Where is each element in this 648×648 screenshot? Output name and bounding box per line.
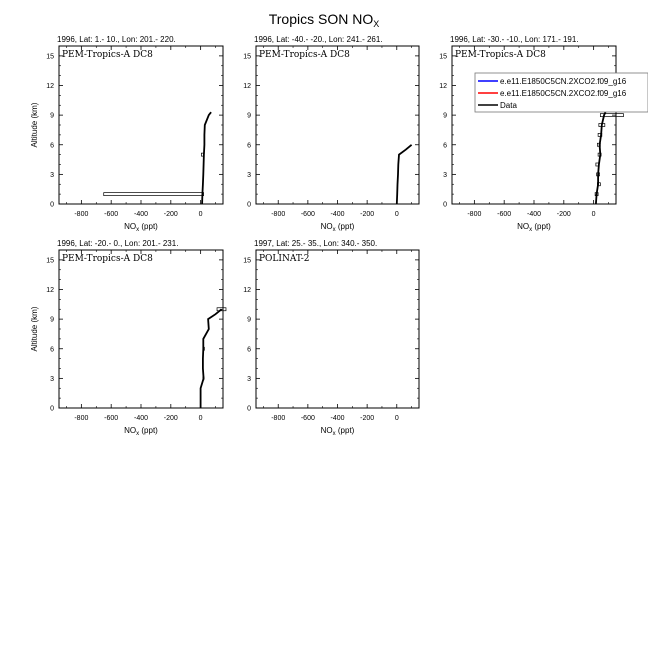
y-tick-label: 3 <box>247 171 251 179</box>
x-tick-label: -600 <box>497 211 512 218</box>
plot-frame <box>256 46 419 204</box>
panel-3 <box>439 35 623 233</box>
x-tick-label: -400 <box>330 415 345 422</box>
x-tick-label: -600 <box>104 415 119 422</box>
legend-entry-label: e.e11.E1850C5CN.2XCO2.f09_g16 <box>500 77 627 86</box>
x-axis-label-main: NO <box>124 222 137 231</box>
figure-title-subscript: X <box>373 19 380 29</box>
series-line-data <box>202 112 211 204</box>
x-tick-label: 0 <box>591 211 596 218</box>
x-axis-label-main: NO <box>320 426 333 435</box>
y-tick-label: 3 <box>247 375 251 383</box>
x-tick-label: -800 <box>271 211 286 218</box>
x-axis-label-main: NO <box>517 222 530 231</box>
y-tick-label: 15 <box>243 53 251 61</box>
legend-entry-label: e.e11.E1850C5CN.2XCO2.f09_g16 <box>500 89 627 98</box>
x-tick-label: -200 <box>556 211 571 218</box>
figure-title-main: Tropics SON NO <box>268 11 374 27</box>
x-tick-label: -800 <box>467 211 482 218</box>
y-tick-label: 0 <box>50 201 54 209</box>
panel-header: 1997, Lat: 25.- 35., Lon: 340.- 350. <box>254 239 378 248</box>
y-tick-label: 6 <box>443 142 447 150</box>
y-tick-label: 15 <box>243 257 251 265</box>
x-axis-label-unit: (ppt) <box>335 222 355 231</box>
y-tick-label: 6 <box>247 142 251 150</box>
legend <box>475 73 648 112</box>
y-tick-label: 9 <box>247 316 251 324</box>
y-tick-label: 3 <box>443 171 447 179</box>
legend-entry-label: Data <box>500 101 517 110</box>
panel-5 <box>243 239 419 437</box>
y-tick-label: 12 <box>439 83 447 90</box>
y-tick-label: 6 <box>50 142 54 150</box>
y-tick-label: 6 <box>247 346 251 354</box>
y-tick-label: 9 <box>247 112 251 120</box>
x-axis-label-unit: (ppt) <box>532 222 551 231</box>
x-tick-label: -800 <box>74 211 89 218</box>
plot-frame <box>256 250 419 408</box>
x-tick-label: -400 <box>330 211 345 218</box>
y-tick-label: 0 <box>247 405 251 413</box>
campaign-label: PEM-Tropics-A DC8 <box>259 50 350 60</box>
x-axis-label-unit: (ppt) <box>139 222 158 231</box>
y-tick-label: 6 <box>50 346 54 354</box>
campaign-label: PEM-Tropics-A DC8 <box>455 50 546 60</box>
y-tick-label: 9 <box>50 112 54 120</box>
y-tick-label: 15 <box>439 53 447 61</box>
panel-1 <box>30 35 223 233</box>
x-tick-label: 0 <box>198 415 203 422</box>
x-tick-label: -400 <box>526 211 542 218</box>
y-axis-label: Altitude (km) <box>30 102 39 148</box>
y-tick-label: 12 <box>243 83 251 90</box>
x-axis-label-main: NO <box>320 222 333 231</box>
panel-2 <box>243 35 419 233</box>
x-tick-label: -200 <box>163 415 178 422</box>
y-tick-label: 0 <box>443 201 447 209</box>
y-tick-label: 12 <box>243 287 251 294</box>
x-tick-label: -600 <box>300 211 315 218</box>
x-axis-label <box>321 426 355 437</box>
campaign-label: PEM-Tropics-A DC8 <box>62 254 153 264</box>
plot-frame <box>452 46 616 204</box>
plot-frame <box>59 250 223 408</box>
y-tick-label: 9 <box>50 316 54 324</box>
x-tick-label: 0 <box>394 415 399 422</box>
panel-header: 1996, Lat: -30.- -10., Lon: 171.- 191. <box>450 35 579 44</box>
x-tick-label: -200 <box>163 211 178 218</box>
x-tick-label: 0 <box>394 211 399 218</box>
x-axis-label-main: NO <box>124 426 137 435</box>
panel-4 <box>30 239 226 437</box>
x-tick-label: -400 <box>133 415 149 422</box>
x-tick-label: -800 <box>271 415 286 422</box>
y-tick-label: 9 <box>443 112 447 120</box>
x-axis-label-unit: (ppt) <box>139 426 158 435</box>
y-tick-label: 3 <box>50 171 54 179</box>
y-tick-label: 15 <box>46 257 54 265</box>
x-axis-label-unit: (ppt) <box>335 426 355 435</box>
x-axis-label <box>124 426 158 437</box>
x-axis-label-subscript: x <box>136 227 140 233</box>
x-axis-label <box>321 222 355 233</box>
y-axis-label: Altitude (km) <box>30 306 39 352</box>
y-tick-label: 0 <box>50 405 54 413</box>
y-tick-label: 3 <box>50 375 54 383</box>
y-tick-label: 12 <box>46 83 54 90</box>
series-line-data <box>397 145 412 204</box>
campaign-label: PEM-Tropics-A DC8 <box>62 50 153 60</box>
panel-header: 1996, Lat: -40.- -20., Lon: 241.- 261. <box>254 35 383 44</box>
x-tick-label: -800 <box>74 415 89 422</box>
x-tick-label: -200 <box>360 415 375 422</box>
plot-frame <box>59 46 223 204</box>
x-axis-label-subscript: x <box>332 227 336 233</box>
range-bar <box>104 193 204 196</box>
y-tick-label: 0 <box>247 201 251 209</box>
figure-title <box>269 11 380 29</box>
y-tick-label: 15 <box>46 53 54 61</box>
x-tick-label: -600 <box>104 211 119 218</box>
x-tick-label: 0 <box>198 211 203 218</box>
x-axis-label-subscript: x <box>332 431 336 437</box>
x-tick-label: -400 <box>133 211 149 218</box>
x-tick-label: -600 <box>300 415 315 422</box>
x-axis-label <box>517 222 551 233</box>
x-axis-label <box>124 222 158 233</box>
panel-header: 1996, Lat: 1.- 10., Lon: 201.- 220. <box>57 35 176 44</box>
y-tick-label: 12 <box>46 287 54 294</box>
x-axis-label-subscript: x <box>529 227 533 233</box>
x-tick-label: -200 <box>360 211 375 218</box>
series-line-data <box>201 309 222 408</box>
panel-header: 1996, Lat: -20.- 0., Lon: 201.- 231. <box>57 239 179 248</box>
x-axis-label-subscript: x <box>136 431 140 437</box>
campaign-label: POLINAT-2 <box>259 254 310 264</box>
